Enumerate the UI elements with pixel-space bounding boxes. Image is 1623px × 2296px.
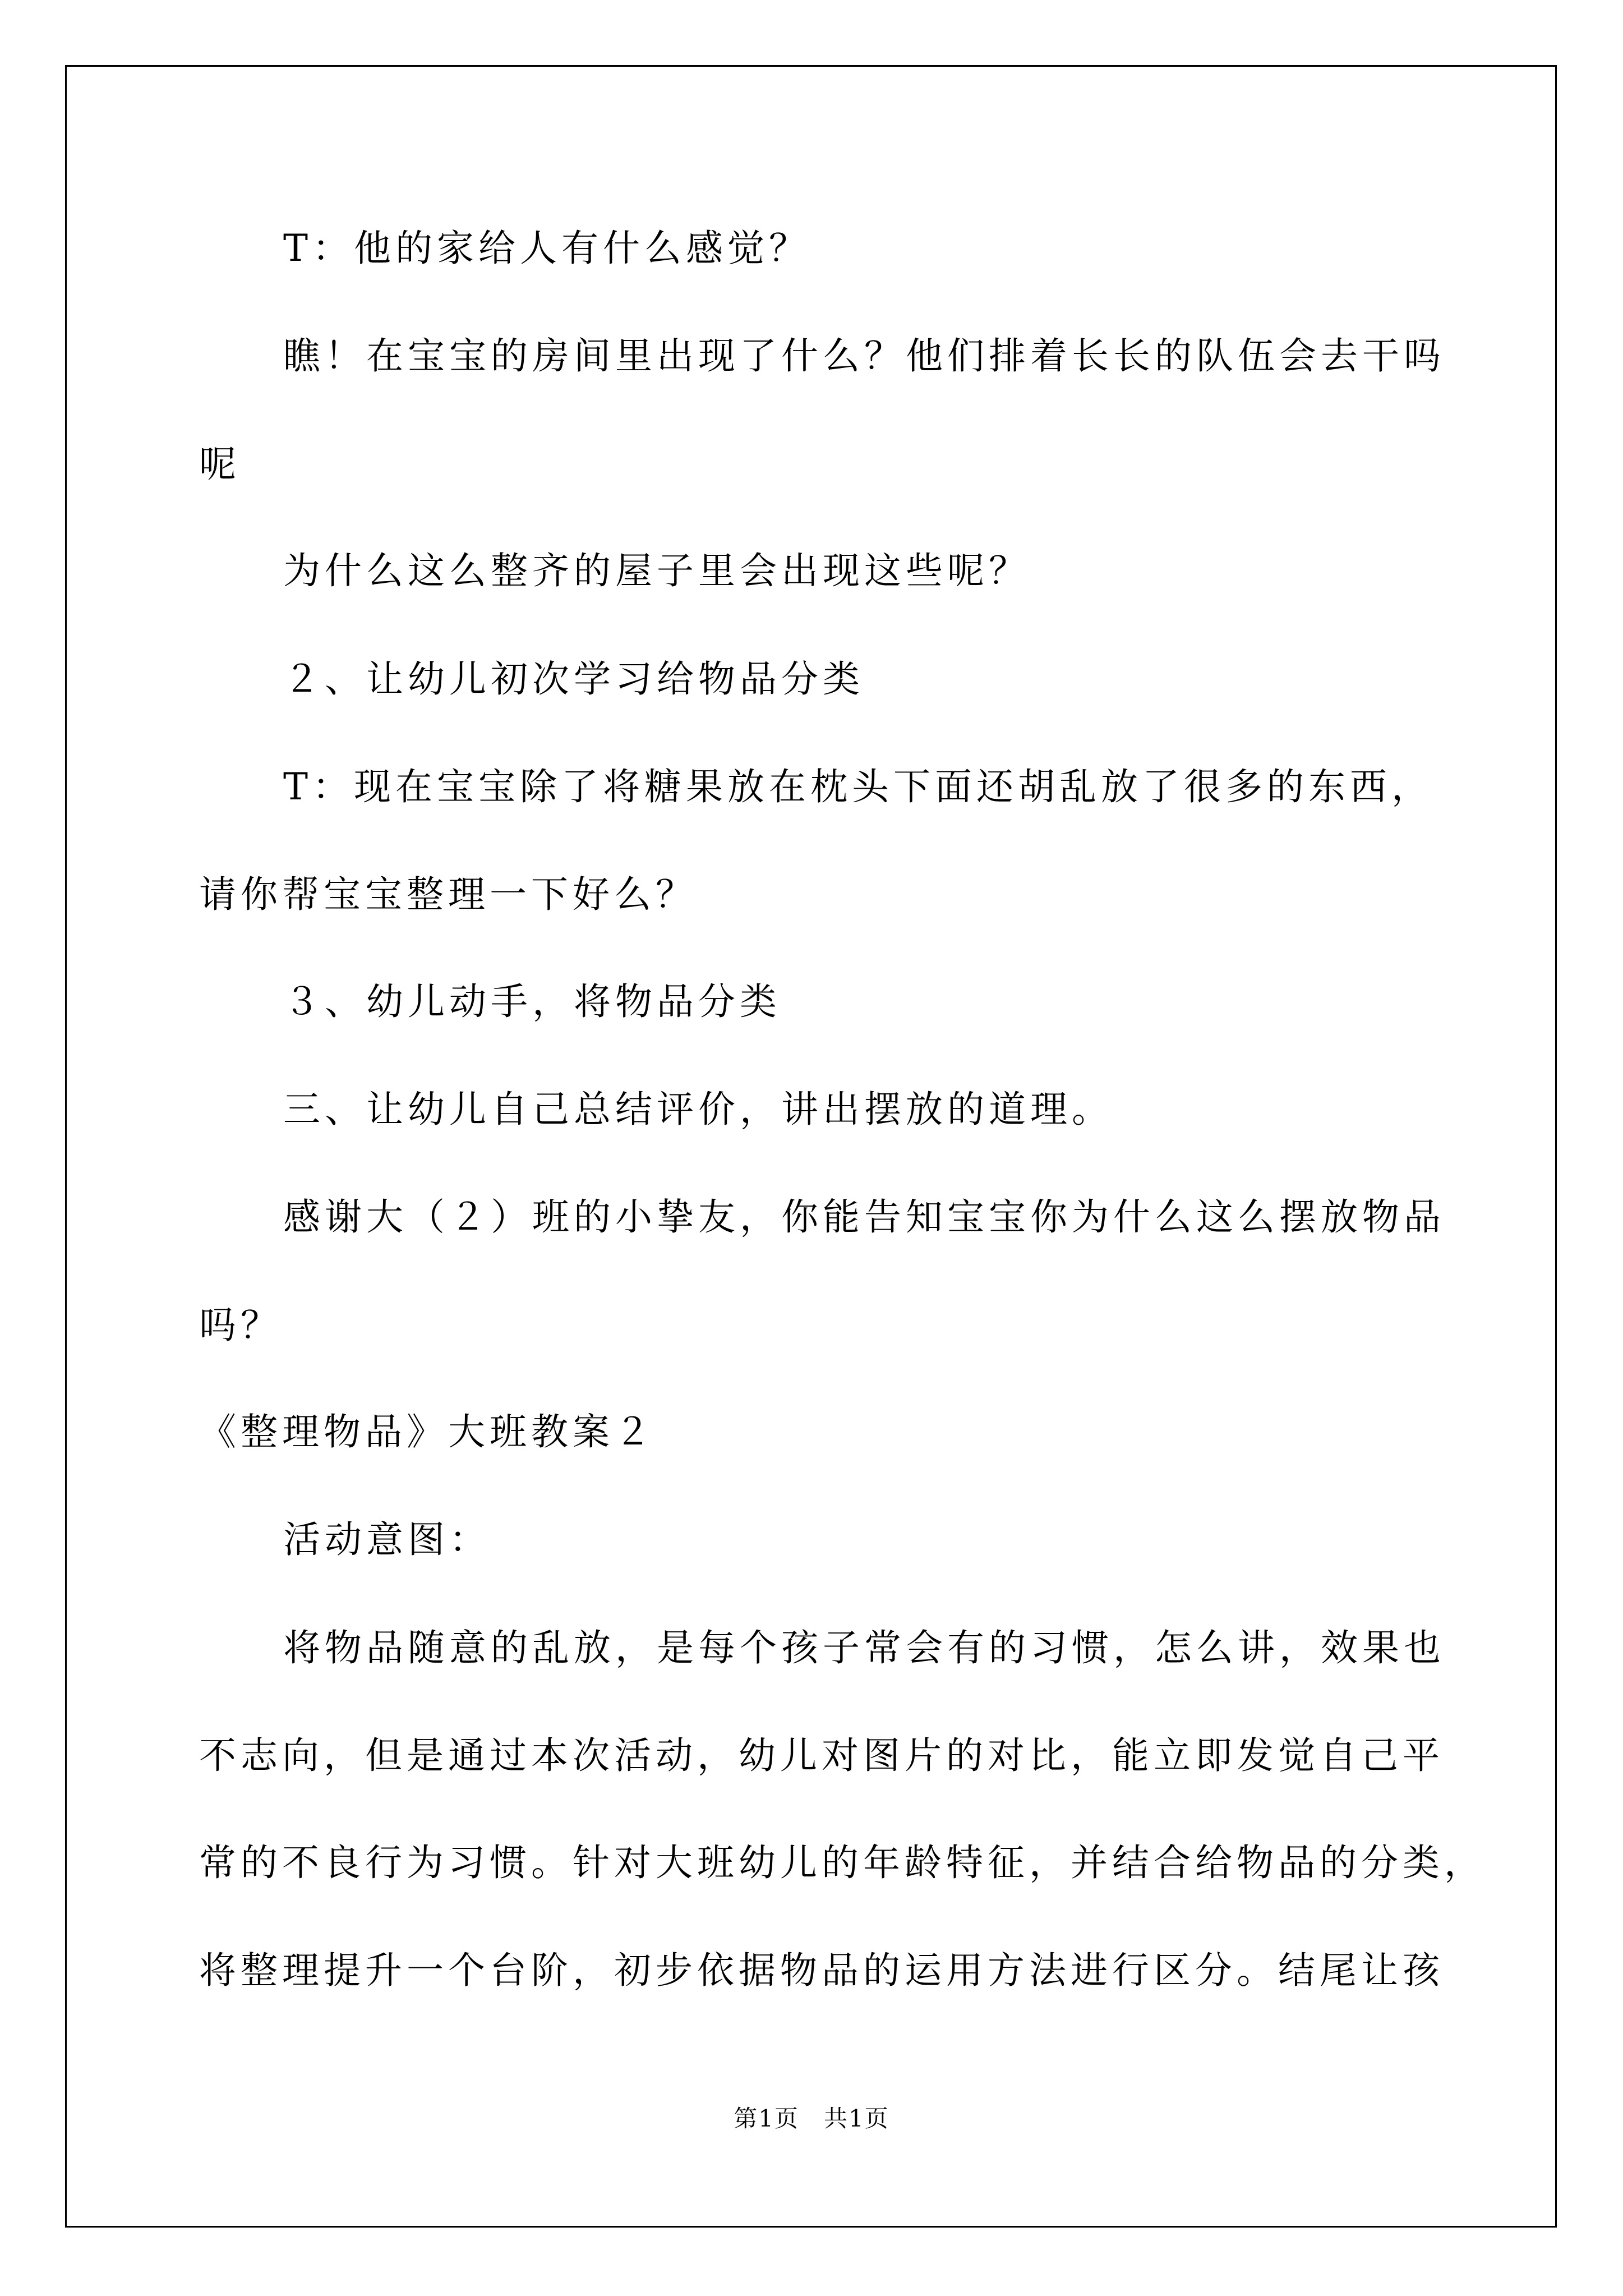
text-line: ３、幼儿动手，将物品分类: [283, 980, 781, 1023]
section-heading: 《整理物品》大班教案２: [199, 1410, 656, 1453]
text-line: 吗？: [199, 1304, 282, 1347]
text-line: T：他的家给人有什么感觉？: [283, 227, 811, 270]
text-line: 将物品随意的乱放，是每个孩子常会有的习惯，怎么讲，效果也: [283, 1626, 1445, 1669]
text-line: 感谢大（２）班的小挚友，你能告知宝宝你为什么这么摆放物品: [283, 1195, 1445, 1239]
text-line: 为什么这么整齐的屋子里会出现这些呢？: [283, 549, 1030, 592]
text-line: 三、让幼儿自己总结评价，讲出摆放的道理。: [283, 1088, 1113, 1131]
text-line: 瞧！在宝宝的房间里出现了什么？他们排着长长的队伍会去干吗: [283, 334, 1445, 378]
text-line: T：现在宝宝除了将糖果放在枕头下面还胡乱放了很多的东西，: [283, 765, 1433, 808]
text-line: 常的不良行为习惯。针对大班幼儿的年龄特征，并结合给物品的分类，: [199, 1841, 1486, 1884]
text-line: 将整理提升一个台阶，初步依据物品的运用方法进行区分。结尾让孩: [199, 1949, 1444, 1992]
text-line: 不志向，但是通过本次活动，幼儿对图片的对比，能立即发觉自己平: [199, 1734, 1444, 1777]
text-line: 呢: [199, 443, 241, 486]
text-line: ２、让幼儿初次学习给物品分类: [283, 657, 864, 701]
page-footer: 第1页 共1页: [734, 2105, 889, 2132]
text-line: 活动意图：: [283, 1518, 491, 1561]
page-border: [65, 65, 1557, 2228]
text-line: 请你帮宝宝整理一下好么？: [199, 873, 697, 916]
